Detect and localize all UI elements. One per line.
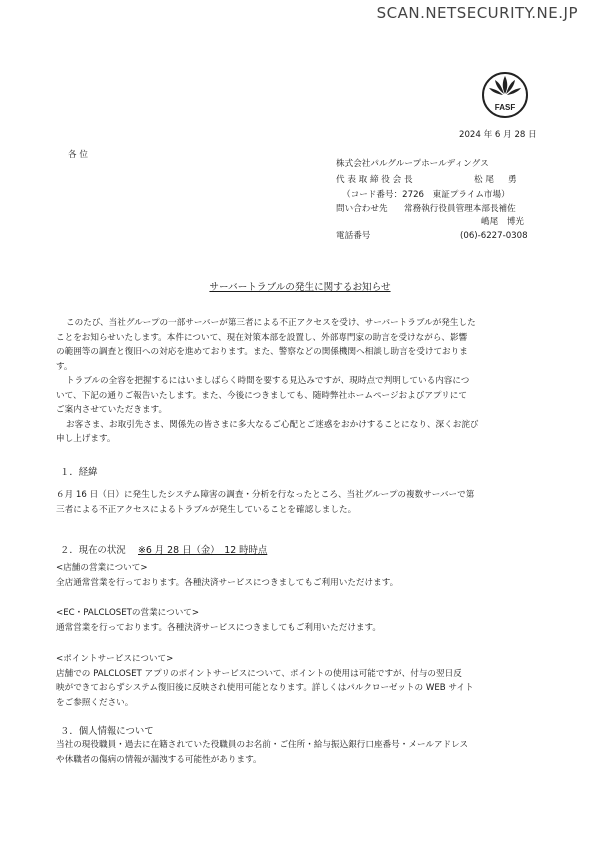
contact-name: 嶋尾 博光 — [481, 217, 524, 227]
sender-rep-name: 松 尾 勇 — [474, 175, 517, 185]
points-block — [56, 652, 550, 710]
section1-body — [56, 488, 550, 517]
phone-number: (06)-6227-0308 — [460, 231, 528, 241]
watermark: SCAN.NETSECURITY.NE.JP — [376, 4, 578, 22]
points-label: <ポイントサービスについて> — [56, 654, 174, 664]
points-line: 店舗での PALCLOSET アプリのポイントサービスについて、ポイントの使用は可能ですが、付与の翌日反 — [56, 668, 462, 679]
sender-company: 株式会社パルグループホールディングス — [336, 159, 489, 169]
intro-line: トラブルの全容を把握するにはいましばらく時間を要する見込みですが、現時点で判明している内容につ — [66, 376, 470, 386]
section3-heading: ３．個人情報について — [60, 726, 154, 737]
section3-line: や休職者の傷病の情報が漏洩する可能性があります。 — [56, 754, 262, 765]
points-line: をご参照ください。 — [56, 697, 134, 708]
contact-label: 問い合わせ先 — [336, 204, 388, 214]
section1-line: 三者による不正アクセスによるトラブルが発生していることを確認しました。 — [56, 504, 357, 515]
section3-line: 当社の現役職員・過去に在籍されていた役職員のお名前・ご住所・給与振込銀行口座番号・メールアドレス — [56, 740, 469, 750]
document-title — [0, 279, 600, 293]
intro-line: お客さま、お取引先さま、関係先の皆さまに多大なるご心配とご迷惑をおかけすることになり、深くお詫び — [66, 419, 479, 430]
sender-rep-title: 代 表 取 締 役 会 長 — [336, 175, 413, 185]
section3-body — [56, 738, 550, 767]
intro-line: ご案内させていただきます。 — [56, 405, 168, 415]
stores-text: 全店通常営業を行っております。各種決済サービスにつきましてもご利用いただけます。 — [56, 577, 399, 588]
intro-line: の範囲等の調査と復旧への対応を進めております。また、警察などの関係機関へ相談し助言を受けておりま — [56, 347, 468, 357]
intro-line: いて、下記の通りご報告いたします。また、今後につきましても、随時弊社ホームページおよびアプリにて — [56, 390, 467, 401]
section1-line: ６月 16 日（日）に発生したシステム障害の調査・分析を行なったところ、当社グループの複数サーバーで第 — [56, 490, 475, 500]
points-line: 映ができておらずシステム復旧後に反映され使用可能となります。詳しくはパルクローゼットの WEB サイト — [56, 683, 474, 693]
recipients: 各 位 — [68, 150, 88, 160]
intro-line: 申し上げます。 — [56, 434, 116, 444]
sender-code: （コード番号：2726 東証プライム市場） — [342, 190, 510, 200]
section2-asof: ※6 月 28 日（金） 12 時時点 — [138, 545, 268, 556]
contact-title: 常務執行役員管理本部長補佐 — [404, 204, 516, 214]
stores-block — [56, 561, 550, 590]
intro-paragraph — [56, 316, 550, 447]
phone-label: 電話番号 — [336, 231, 371, 241]
ec-label: <EC・PALCLOSETの営業について> — [56, 608, 200, 618]
intro-line: ことをお知らせいたします。本件について、現在対策本部を設置し、外部専門家の助言を受けながら、影響 — [56, 332, 468, 343]
logo-text: FASF — [494, 103, 516, 112]
intro-line: このたび、当社グループの一部サーバーが第三者による不正アクセスを受け、サーバートラブルが発生した — [66, 318, 476, 328]
stores-label: <店舗の営業について> — [56, 563, 148, 573]
ec-block — [56, 606, 550, 635]
intro-line: す。 — [56, 361, 73, 372]
section2-heading: ２．現在の状況 — [60, 545, 126, 556]
date: 2024 年 6 月 28 日 — [459, 130, 537, 140]
document-title-text: サーバートラブルの発生に関するお知らせ — [209, 282, 391, 293]
ec-text: 通常営業を行っております。各種決済サービスにつきましてもご利用いただけます。 — [56, 622, 382, 633]
section1-heading: １．経緯 — [60, 467, 98, 478]
fasf-logo-icon — [480, 70, 530, 122]
